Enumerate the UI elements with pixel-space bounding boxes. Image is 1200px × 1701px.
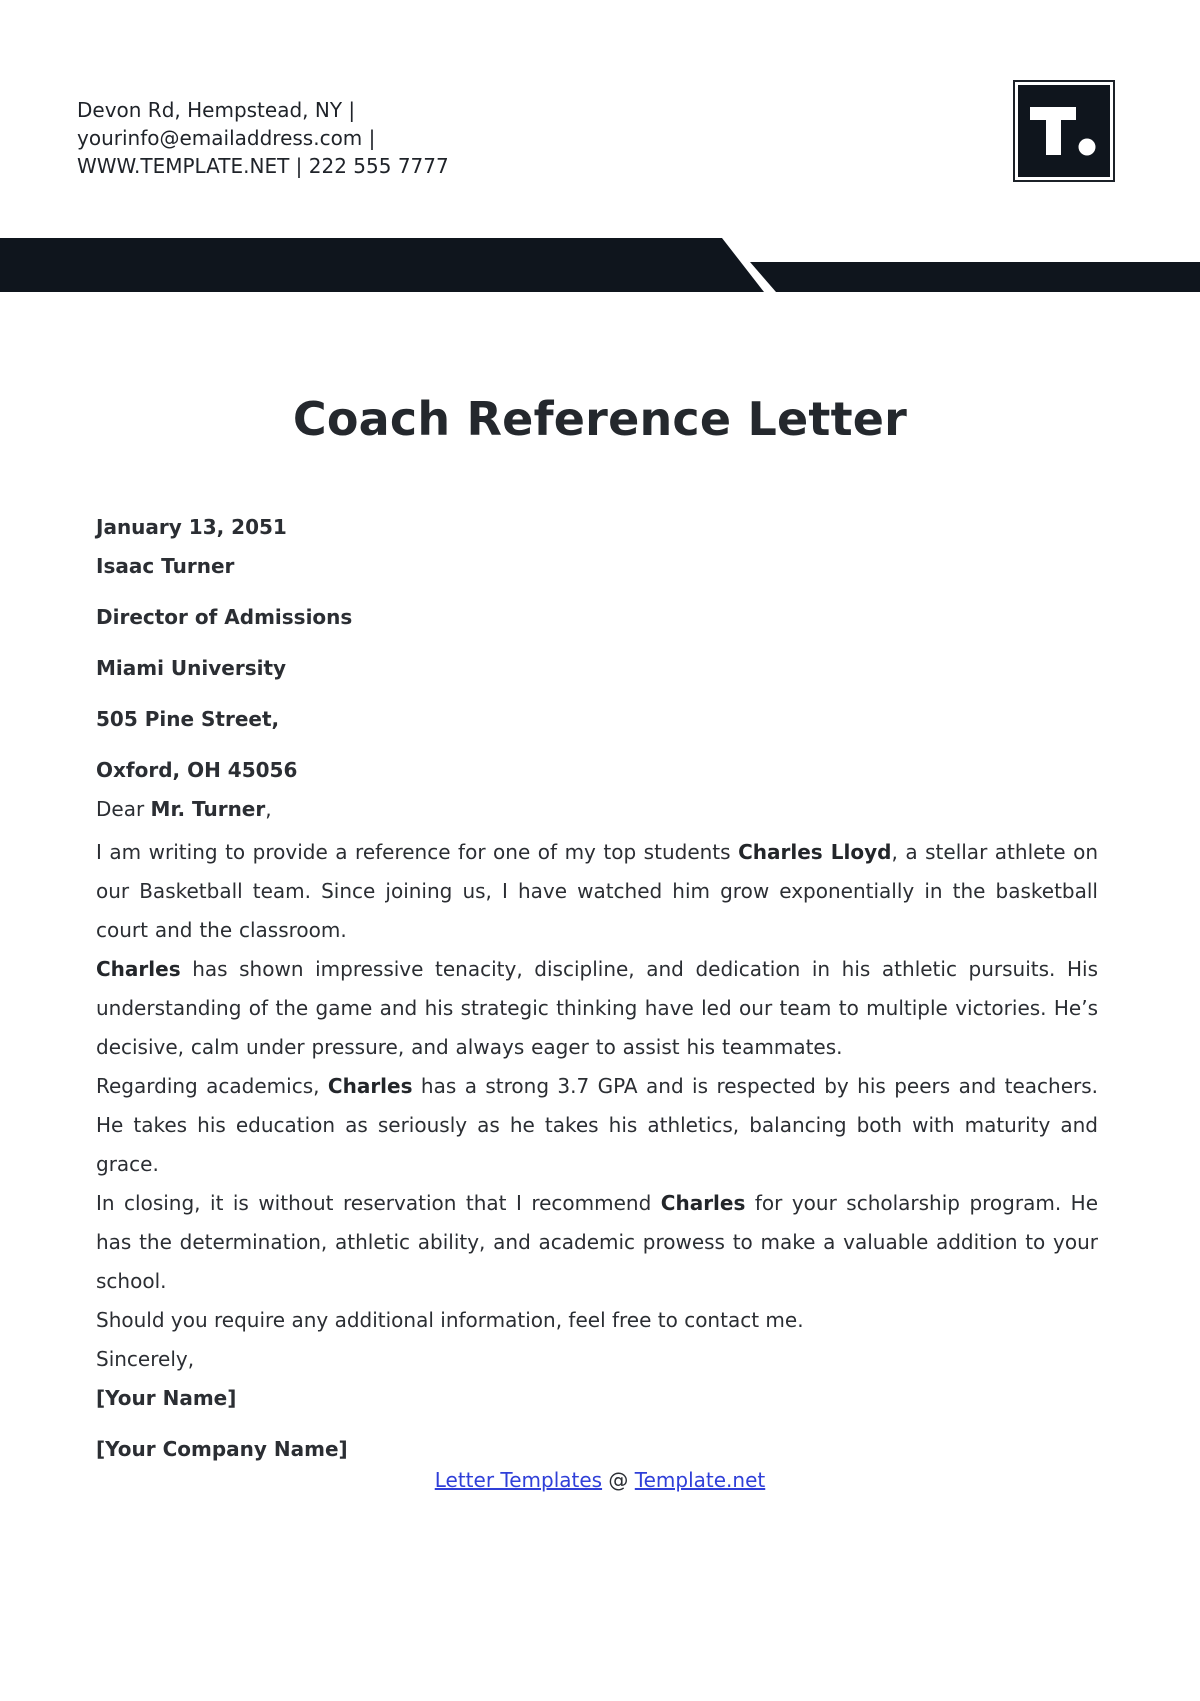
contact-email: yourinfo@emailaddress.com | xyxy=(77,126,376,150)
salutation xyxy=(96,794,1098,833)
p1-text-before: I am writing to provide a reference for one of my top students xyxy=(96,840,739,864)
p4-text-after: for your scholarship program. He has the determination, athletic ability, and academic prowess to make a valuable addition to your school. xyxy=(96,1191,1098,1293)
recipient-position: Director of Admissions xyxy=(96,605,353,629)
footer-separator: @ xyxy=(602,1468,635,1492)
valediction: Sincerely, xyxy=(96,1347,195,1371)
p4-text-before: In closing, it is without reservation that I recommend xyxy=(96,1191,661,1215)
signature-name: [Your Name] xyxy=(96,1386,237,1410)
salutation-suffix: , xyxy=(265,797,272,821)
template-net-link[interactable]: Template.net xyxy=(634,1468,766,1492)
paragraph-contact: Should you require any additional information, feel free to contact me. xyxy=(96,1308,804,1332)
p4-student-name: Charles xyxy=(660,1191,746,1215)
letter-date: January 13, 2051 xyxy=(96,515,287,539)
banner-left-band xyxy=(0,238,764,292)
contact-info xyxy=(77,96,449,180)
paragraph-academics xyxy=(96,1067,1098,1184)
salutation-prefix: Dear xyxy=(96,797,151,821)
p3-text-before: Regarding academics, xyxy=(96,1074,328,1098)
signature-company: [Your Company Name] xyxy=(96,1437,348,1461)
p3-student-name: Charles xyxy=(327,1074,413,1098)
letter-templates-link[interactable]: Letter Templates xyxy=(434,1468,603,1492)
paragraph-introduction xyxy=(96,833,1098,950)
p2-text-after: has shown impressive tenacity, discipline, and dedication in his athletic pursuits. His understanding of the game and his strategic thinking have led our team to multiple victories. He’s decisive, calm under pressure, and always eager to assist his teammates. xyxy=(96,957,1098,1059)
page-title: Coach Reference Letter xyxy=(292,392,908,446)
recipient-city: Oxford, OH 45056 xyxy=(96,758,298,782)
p1-text-after: , a stellar athlete on our Basketball team. Since joining us, I have watched him grow exponentially in the basketball court and the classroom. xyxy=(96,840,1099,942)
p2-student-name: Charles xyxy=(96,957,181,981)
contact-address: Devon Rd, Hempstead, NY | xyxy=(77,98,356,122)
paragraph-athletics xyxy=(96,950,1098,1067)
banner-right-band xyxy=(750,262,1200,292)
salutation-name: Mr. Turner xyxy=(150,797,266,821)
recipient-street: 505 Pine Street, xyxy=(96,707,280,731)
logo-t-glyph xyxy=(1026,101,1102,161)
template-logo xyxy=(1013,80,1115,182)
contact-website-phone: WWW.TEMPLATE.NET | 222 555 7777 xyxy=(77,154,449,178)
header-banner xyxy=(0,238,1200,292)
student-name: Charles Lloyd xyxy=(738,840,892,864)
paragraph-closing xyxy=(96,1184,1098,1301)
letter-body xyxy=(96,512,1098,1469)
recipient-name: Isaac Turner xyxy=(96,554,235,578)
recipient-organization: Miami University xyxy=(96,656,287,680)
footer xyxy=(0,1468,1200,1492)
p3-text-after: has a strong 3.7 GPA and is respected by his peers and teachers. He takes his education as seriously as he takes his athletics, balancing both with maturity and grace. xyxy=(96,1074,1098,1176)
template-logo-icon xyxy=(1018,85,1110,177)
